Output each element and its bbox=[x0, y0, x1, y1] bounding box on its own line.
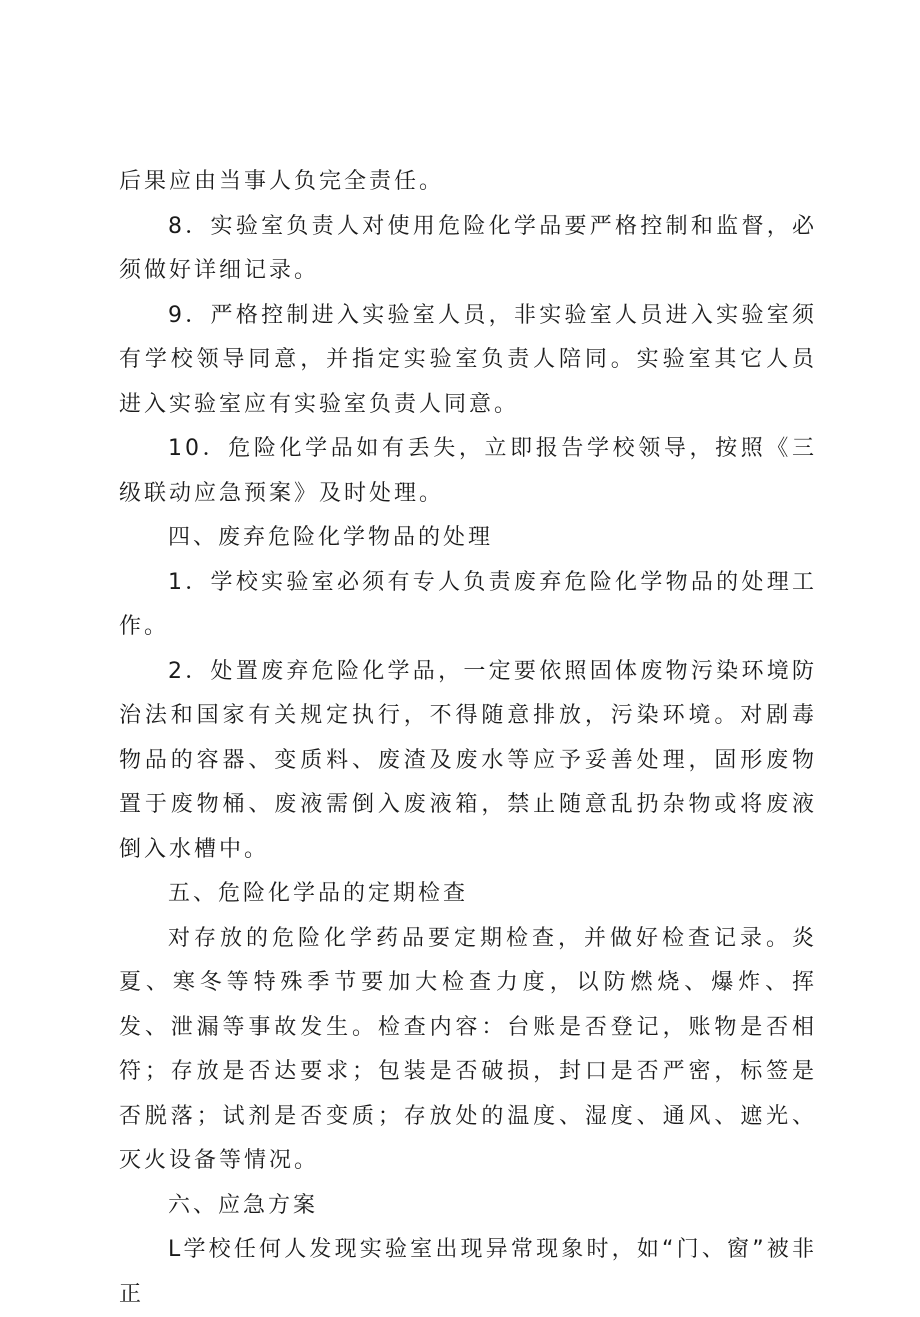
section-heading-6: 六、应急方案 bbox=[168, 1192, 319, 1218]
paragraph-item-2: 2．处置废弃危险化学品，一定要依照固体废物污染环境防治法和国家有关规定执行，不得随意排放，污染环境。对剧毒物品的容器、变质料、废渣及废水等应予妥善处理，固形废物置于废物桶、废液需倒入废液箱，禁止随意乱扔杂物或将废液倒入水槽中。 bbox=[119, 658, 817, 862]
paragraph-inspection: 对存放的危险化学药品要定期检查，并做好检查记录。炎夏、寒冬等特殊季节要加大检查力度，以防燃烧、爆炸、挥发、泄漏等事故发生。检查内容：台账是否登记，账物是否相符；存放是否达要求；包装是否破损，封口是否严密，标签是否脱落；试剂是否变质；存放处的温度、湿度、通风、遮光、灭火设备等情况。 bbox=[119, 925, 817, 1173]
paragraph-item-9: 9．严格控制进入实验室人员，非实验室人员进入实验室须有学校领导同意，并指定实验室负责人陪同。实验室其它人员进入实验室应有实验室负责人同意。 bbox=[119, 302, 817, 417]
paragraph-item-10: 10．危险化学品如有丢失，立即报告学校领导，按照《三级联动应急预案》及时处理。 bbox=[119, 436, 817, 506]
paragraph-item-1: 1．学校实验室必须有专人负责废弃危险化学物品的处理工作。 bbox=[119, 569, 817, 639]
paragraph-emergency-1: L学校任何人发现实验室出现异常现象时，如“门、窗”被非正 bbox=[119, 1237, 817, 1307]
paragraph-item-8: 8．实验室负责人对使用危险化学品要严格控制和监督，必须做好详细记录。 bbox=[119, 213, 817, 283]
document-body bbox=[119, 160, 817, 1317]
section-heading-5: 五、危险化学品的定期检查 bbox=[168, 881, 469, 906]
section-heading-4: 四、废弃危险化学物品的处理 bbox=[168, 525, 494, 550]
paragraph-continuation: 后果应由当事人负完全责任。 bbox=[119, 169, 445, 194]
